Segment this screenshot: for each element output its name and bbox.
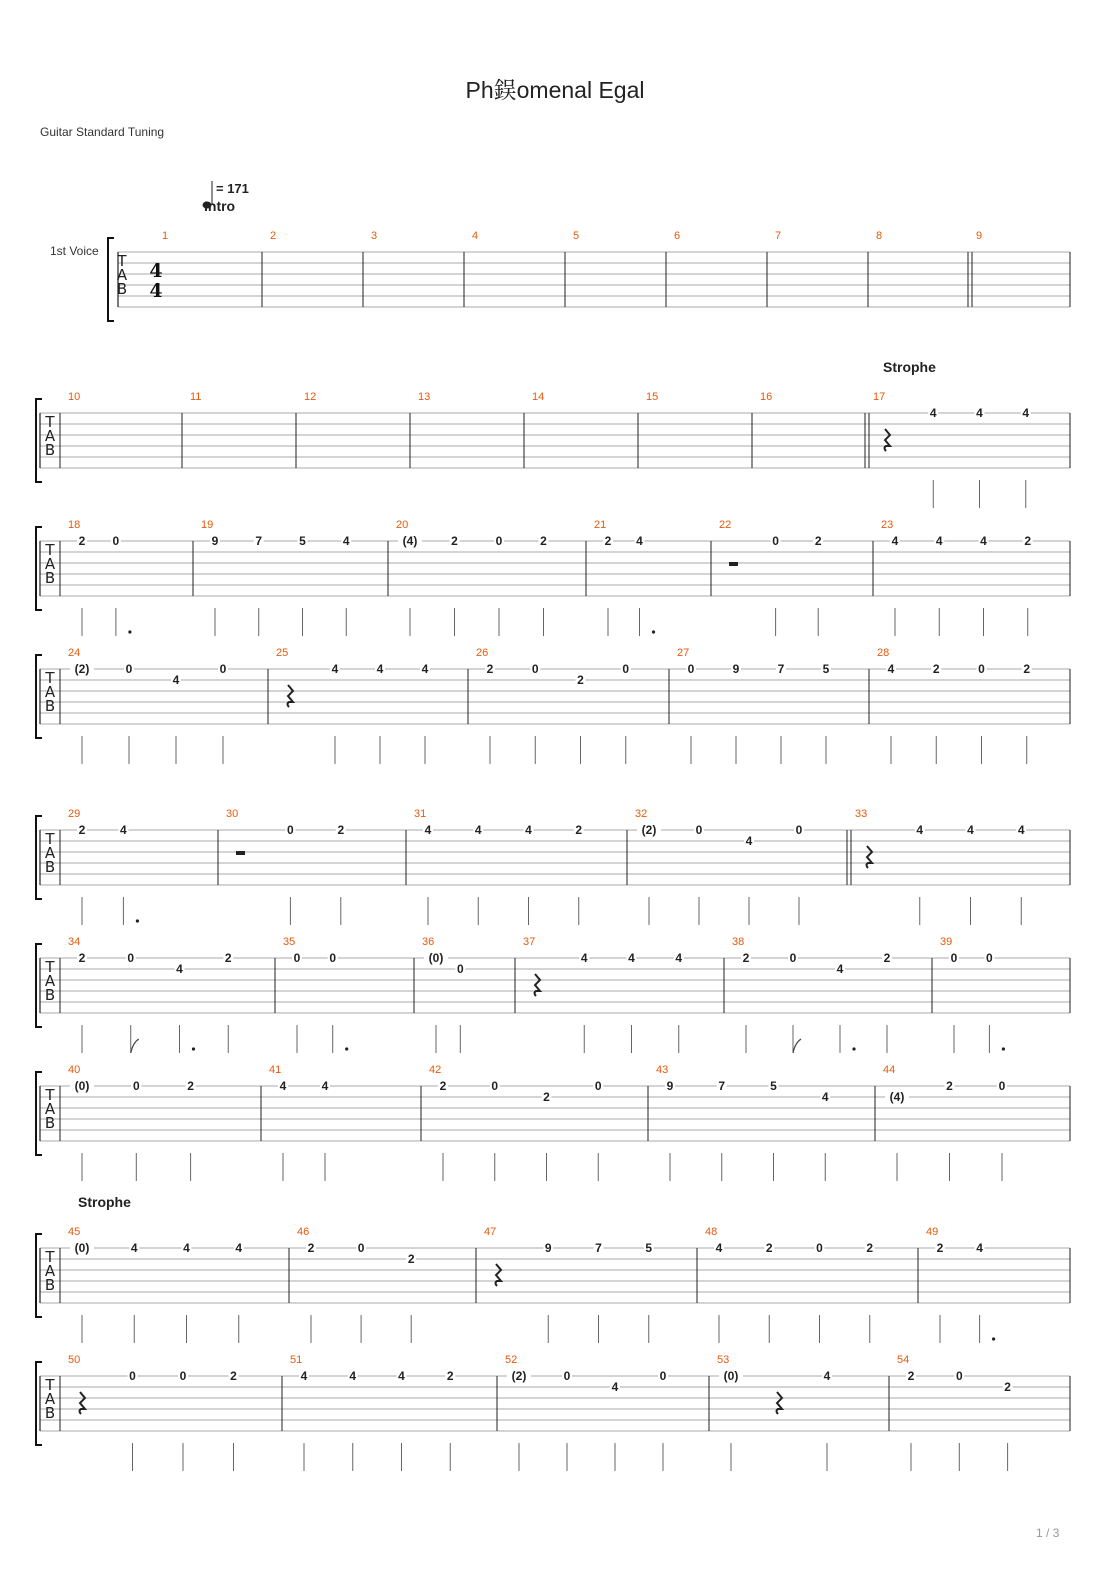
tab-letter: B (44, 1114, 56, 1132)
tab-letter: A (44, 683, 56, 701)
system-bracket (36, 399, 42, 482)
measure-number: 29 (68, 808, 81, 820)
tab-letter: B (44, 1404, 56, 1422)
measure-number: 49 (926, 1226, 939, 1238)
fret-number: (0) (428, 951, 444, 965)
tab-letter: T (45, 1086, 55, 1104)
measure-number: 38 (732, 936, 745, 948)
quarter-rest (288, 685, 294, 707)
tab-letter: B (44, 697, 56, 715)
measure-number: 17 (873, 391, 886, 403)
measure-number: 33 (855, 808, 868, 820)
measure-number: 5 (573, 230, 580, 242)
fret-number: 4 (628, 951, 635, 965)
fret-number: 0 (659, 1369, 667, 1383)
measure-number: 47 (484, 1226, 497, 1238)
system-bracket (36, 527, 42, 610)
fret-number: 0 (125, 662, 133, 676)
fret-number: 4 (715, 1241, 723, 1255)
fret-number: 2 (1023, 662, 1031, 676)
measure-number: 31 (414, 808, 427, 820)
fret-number: 0 (816, 1241, 823, 1255)
measure-number: 37 (523, 936, 536, 948)
augmentation-dot (1002, 1047, 1005, 1050)
fret-number: 4 (130, 1241, 138, 1255)
quarter-rest (777, 1392, 783, 1414)
measure-number: 21 (594, 519, 607, 531)
fret-number: 0 (795, 823, 803, 837)
tab-letter: A (44, 1390, 56, 1408)
measure-number: 6 (674, 230, 681, 242)
tab-letter: A (44, 555, 56, 573)
fret-number: 2 (814, 534, 822, 548)
quarter-rest (496, 1264, 502, 1286)
measure-number: 43 (656, 1064, 669, 1076)
fret-number: 0 (495, 534, 503, 548)
fret-number: 2 (932, 662, 940, 676)
fret-number: 2 (224, 951, 232, 965)
measure-number: 50 (68, 1354, 81, 1366)
augmentation-dot (345, 1047, 348, 1050)
fret-number: 9 (211, 534, 219, 548)
fret-number: 0 (127, 951, 135, 965)
fret-number: 5 (645, 1241, 653, 1255)
section-marker: Strophe (883, 359, 936, 375)
fret-number: 4 (172, 673, 180, 687)
system-bracket (36, 944, 42, 1027)
measure-number: 12 (304, 391, 317, 403)
augmentation-dot (852, 1047, 855, 1050)
fret-number: 4 (636, 534, 643, 548)
quarter-rest (867, 846, 873, 868)
fret-number: 2 (486, 662, 494, 676)
fret-number: 0 (594, 1079, 602, 1093)
fret-number: 4 (836, 962, 844, 976)
fret-number: 4 (342, 534, 350, 548)
tab-letter: A (44, 972, 56, 990)
tab-letter: A (44, 844, 56, 862)
measure-number: 54 (897, 1354, 910, 1366)
fret-number: (2) (511, 1369, 527, 1383)
tab-letter: T (45, 958, 55, 976)
measure-number: 20 (396, 519, 409, 531)
measure-number: 25 (276, 647, 289, 659)
fret-number: 4 (929, 406, 937, 420)
fret-number: 0 (112, 534, 120, 548)
fret-number: 2 (78, 823, 86, 837)
fret-number: 0 (132, 1079, 140, 1093)
fret-number: 2 (78, 534, 86, 548)
fret-number: 4 (976, 1241, 983, 1255)
system-bracket (36, 655, 42, 738)
fret-number: (0) (74, 1079, 90, 1093)
system-bracket (108, 238, 114, 321)
tab-letter: T (45, 413, 55, 431)
fret-number: 4 (120, 823, 127, 837)
measure-number: 26 (476, 647, 489, 659)
fret-number: 4 (525, 823, 532, 837)
section-marker: Intro (204, 198, 236, 214)
measure-number: 23 (881, 519, 894, 531)
measure-number: 41 (269, 1064, 282, 1076)
tab-letter: B (44, 569, 56, 587)
fret-number: 0 (287, 823, 294, 837)
fret-number: 0 (219, 662, 227, 676)
measure-number: 30 (226, 808, 239, 820)
fret-number: 4 (891, 534, 899, 548)
measure-number: 44 (883, 1064, 896, 1076)
fret-number: 2 (307, 1241, 315, 1255)
measure-number: 39 (940, 936, 953, 948)
measure-number: 32 (635, 808, 648, 820)
measure-number: 7 (775, 230, 782, 242)
fret-number: 0 (563, 1369, 571, 1383)
fret-number: 4 (980, 534, 987, 548)
system-bracket (36, 1362, 42, 1445)
quarter-rest (535, 974, 541, 996)
tab-letter: B (44, 986, 56, 1004)
fret-number: 0 (789, 951, 797, 965)
time-signature-top: 4 (149, 260, 163, 282)
measure-number: 35 (283, 936, 296, 948)
fret-number: (0) (74, 1241, 90, 1255)
measure-number: 52 (505, 1354, 518, 1366)
fret-number: 7 (255, 534, 263, 548)
tab-letter: A (116, 266, 128, 284)
fret-number: 0 (179, 1369, 187, 1383)
fret-number: 7 (777, 662, 785, 676)
fret-number: 0 (329, 951, 337, 965)
augmentation-dot (136, 919, 139, 922)
tab-letter: B (116, 280, 128, 298)
measure-number: 45 (68, 1226, 81, 1238)
fret-number: 2 (936, 1241, 944, 1255)
fret-number: 4 (321, 1079, 329, 1093)
fret-number: 9 (544, 1241, 552, 1255)
augmentation-dot (992, 1337, 995, 1340)
fret-number: 2 (604, 534, 612, 548)
fret-number: 2 (543, 1090, 550, 1104)
measure-number: 27 (677, 647, 690, 659)
fret-number: 4 (1017, 823, 1025, 837)
fret-number: 4 (1022, 406, 1030, 420)
tab-letter: B (44, 441, 56, 459)
fret-number: 4 (675, 951, 683, 965)
fret-number: 5 (822, 662, 830, 676)
fret-number: 2 (1024, 534, 1032, 548)
fret-number: 0 (998, 1079, 1006, 1093)
fret-number: 0 (955, 1369, 963, 1383)
tab-letter: T (117, 252, 127, 270)
measure-number: 46 (297, 1226, 310, 1238)
fret-number: 2 (575, 823, 583, 837)
fret-number: 2 (78, 951, 86, 965)
fret-number: 4 (745, 834, 753, 848)
system-bracket (36, 816, 42, 899)
measure-number: 11 (190, 391, 202, 403)
tab-letter: T (45, 1376, 55, 1394)
fret-number: 2 (742, 951, 750, 965)
fret-number: 0 (622, 662, 630, 676)
note-flag (131, 1039, 139, 1053)
fret-number: 0 (695, 823, 703, 837)
fret-number: 2 (1004, 1380, 1011, 1394)
measure-number: 24 (68, 647, 81, 659)
fret-number: 0 (978, 662, 985, 676)
measure-number: 48 (705, 1226, 718, 1238)
tab-letter: T (45, 541, 55, 559)
fret-number: 2 (407, 1252, 415, 1266)
fret-number: 4 (183, 1241, 190, 1255)
system-bracket (36, 1072, 42, 1155)
fret-number: 4 (279, 1079, 287, 1093)
fret-number: 4 (398, 1369, 405, 1383)
fret-number: 4 (376, 662, 384, 676)
quarter-rest (80, 1392, 86, 1414)
song-title: Ph鋘omenal Egal (465, 77, 645, 103)
measure-number: 51 (290, 1354, 303, 1366)
measure-number: 13 (418, 391, 431, 403)
fret-number: 4 (823, 1369, 831, 1383)
tab-letter: B (44, 1276, 56, 1294)
fret-number: 4 (235, 1241, 243, 1255)
fret-number: 4 (887, 662, 895, 676)
fret-number: 4 (976, 406, 983, 420)
fret-number: 2 (540, 534, 547, 548)
fret-number: (2) (74, 662, 90, 676)
fret-number: 2 (446, 1369, 454, 1383)
tempo-marking: = 171 (216, 181, 249, 196)
measure-number: 19 (201, 519, 214, 531)
fret-number: 0 (491, 1079, 499, 1093)
measure-number: 2 (270, 230, 277, 242)
fret-number: 0 (456, 962, 464, 976)
measure-number: 14 (532, 391, 545, 403)
fret-number: (2) (641, 823, 657, 837)
fret-number: 7 (595, 1241, 602, 1255)
fret-number: 4 (421, 662, 429, 676)
augmentation-dot (128, 630, 131, 633)
fret-number: 2 (337, 823, 345, 837)
fret-number: 4 (300, 1369, 308, 1383)
fret-number: 4 (935, 534, 943, 548)
fret-number: 2 (439, 1079, 447, 1093)
track-label: 1st Voice (50, 244, 99, 258)
measure-number: 34 (68, 936, 81, 948)
measure-number: 18 (68, 519, 81, 531)
augmentation-dot (652, 630, 655, 633)
fret-number: 4 (916, 823, 924, 837)
fret-number: 0 (772, 534, 779, 548)
fret-number: 5 (770, 1079, 777, 1093)
fret-number: 7 (718, 1079, 726, 1093)
fret-number: (0) (723, 1369, 739, 1383)
fret-number: 2 (765, 1241, 773, 1255)
measure-number: 36 (422, 936, 435, 948)
measure-number: 28 (877, 647, 890, 659)
fret-number: 2 (883, 951, 891, 965)
measure-number: 1 (162, 230, 169, 242)
measure-number: 4 (472, 230, 479, 242)
page-number: 1 / 3 (1036, 1526, 1060, 1540)
time-signature-bottom: 4 (149, 280, 163, 302)
fret-number: (4) (889, 1090, 905, 1104)
measure-number: 9 (976, 230, 983, 242)
half-rest (729, 562, 738, 566)
tab-letter: T (45, 1248, 55, 1266)
fret-number: 9 (732, 662, 740, 676)
fret-number: 0 (986, 951, 993, 965)
fret-number: 2 (187, 1079, 194, 1093)
fret-number: 4 (967, 823, 974, 837)
fret-number: 0 (687, 662, 695, 676)
measure-number: 53 (717, 1354, 730, 1366)
measure-number: 15 (646, 391, 659, 403)
fret-number: 4 (821, 1090, 829, 1104)
section-marker: Strophe (78, 1194, 131, 1210)
fret-number: 2 (577, 673, 584, 687)
tab-letter: T (45, 830, 55, 848)
fret-number: 0 (129, 1369, 136, 1383)
fret-number: 0 (293, 951, 301, 965)
fret-number: 5 (299, 534, 306, 548)
system-bracket (36, 1234, 42, 1317)
tab-letter: B (44, 858, 56, 876)
measure-number: 40 (68, 1064, 81, 1076)
measure-number: 22 (719, 519, 732, 531)
measure-number: 10 (68, 391, 81, 403)
augmentation-dot (192, 1047, 195, 1050)
tab-letter: A (44, 1262, 56, 1280)
quarter-rest (885, 429, 891, 451)
fret-number: 0 (950, 951, 958, 965)
fret-number: 4 (611, 1380, 619, 1394)
fret-number: 0 (357, 1241, 365, 1255)
tab-letter: A (44, 1100, 56, 1118)
note-flag (793, 1039, 801, 1053)
tab-letter: A (44, 427, 56, 445)
fret-number: 2 (907, 1369, 915, 1383)
measure-number: 3 (371, 230, 378, 242)
fret-number: (4) (402, 534, 418, 548)
measure-number: 8 (876, 230, 883, 242)
measure-number: 42 (429, 1064, 442, 1076)
fret-number: 4 (331, 662, 339, 676)
fret-number: 4 (580, 951, 588, 965)
measure-number: 16 (760, 391, 773, 403)
fret-number: 2 (866, 1241, 874, 1255)
fret-number: 2 (946, 1079, 953, 1093)
fret-number: 4 (176, 962, 183, 976)
fret-number: 9 (666, 1079, 674, 1093)
half-rest (236, 851, 245, 855)
tab-letter: T (45, 669, 55, 687)
fret-number: 2 (230, 1369, 237, 1383)
fret-number: 4 (474, 823, 482, 837)
tuning-label: Guitar Standard Tuning (40, 125, 165, 139)
fret-number: 4 (424, 823, 432, 837)
fret-number: 2 (451, 534, 458, 548)
fret-number: 0 (531, 662, 539, 676)
fret-number: 4 (349, 1369, 357, 1383)
